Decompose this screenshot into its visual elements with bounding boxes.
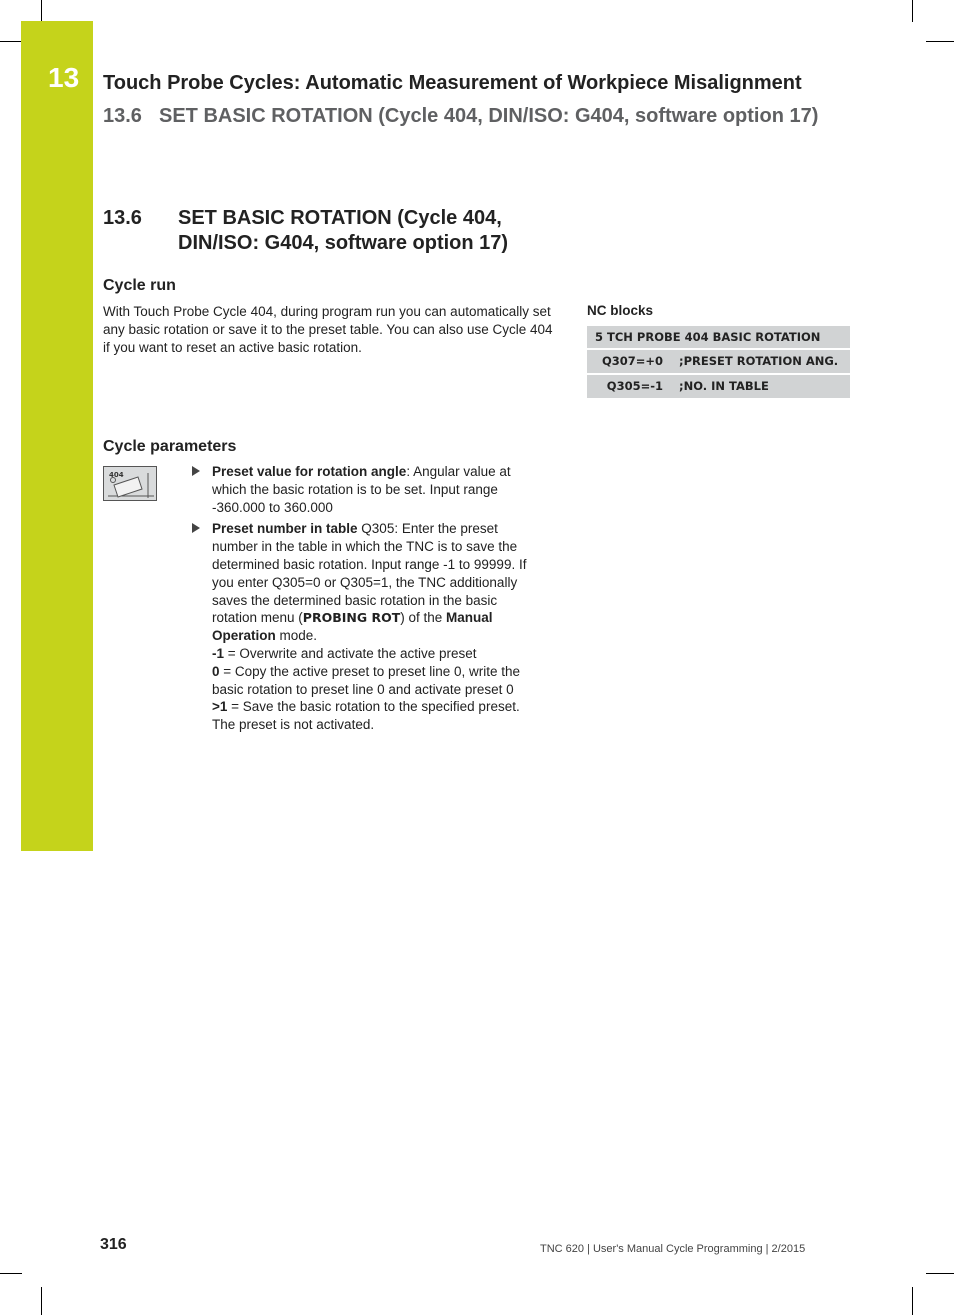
nc-comment: ;PRESET ROTATION ANG. <box>679 354 839 368</box>
crop-mark <box>926 1273 954 1274</box>
nc-comment: ;NO. IN TABLE <box>679 379 769 393</box>
cycle-parameters-heading: Cycle parameters <box>103 438 237 455</box>
option-text: = Save the basic rotation to the specified preset. The preset is not activated. <box>212 699 520 733</box>
option-key: -1 <box>212 645 225 661</box>
option-key: >1 <box>212 699 228 715</box>
option-line <box>212 698 537 734</box>
parameter-text: Q305: Enter the preset number in the table in which the TNC is to save the determined basic rotation. Input range -1 to 99999. If you enter Q305=0 or Q305=1, the TNC additionally saves the determined basic rotation in the basic rotation menu ( <box>212 521 527 626</box>
nc-header: 5 TCH PROBE 404 BASIC ROTATION <box>595 330 821 344</box>
running-section-number: 13.6 <box>103 105 142 127</box>
parameter-text: ) of the <box>400 610 447 626</box>
option-key: 0 <box>212 663 220 679</box>
running-section-title: SET BASIC ROTATION (Cycle 404, DIN/ISO: G404, software option 17) <box>159 105 819 127</box>
nc-row <box>587 350 850 373</box>
section-title: SET BASIC ROTATION (Cycle 404, DIN/ISO: G404, software option 17) <box>178 207 509 254</box>
running-section <box>103 104 823 128</box>
option-text: = Overwrite and activate the active preset <box>224 645 477 661</box>
page-number: 316 <box>100 1236 127 1253</box>
option-line <box>212 645 537 663</box>
crop-mark <box>0 1273 22 1274</box>
section-number: 13.6 <box>103 207 142 229</box>
cycle-icon-label: 404 <box>109 471 124 479</box>
section-heading <box>103 206 573 256</box>
crop-mark <box>0 41 22 42</box>
cycle-run-heading: Cycle run <box>103 277 176 294</box>
nc-code: Q307=+0 <box>601 354 663 368</box>
cycle-404-icon <box>103 466 157 501</box>
nc-header-row <box>587 326 850 348</box>
nc-blocks-table <box>587 326 850 400</box>
crop-mark <box>41 0 42 22</box>
option-line <box>212 663 537 699</box>
parameter-item <box>192 463 537 516</box>
chapter-number: 13 <box>48 62 80 93</box>
crop-mark <box>912 0 913 22</box>
option-text: = Copy the active preset to preset line 0, write the basic rotation to preset line 0 and activate preset 0 <box>212 663 521 697</box>
parameter-list <box>192 463 537 738</box>
crop-mark <box>41 1287 42 1315</box>
parameter-term: Preset number in table <box>212 521 358 537</box>
parameter-text: mode. <box>275 628 318 644</box>
mode-name: Manual Operation <box>212 610 493 644</box>
nc-blocks-label: NC blocks <box>587 303 654 318</box>
chapter-tab <box>21 21 93 851</box>
parameter-term: Preset value for rotation angle <box>212 464 407 479</box>
nc-row <box>587 375 850 398</box>
running-title: Touch Probe Cycles: Automatic Measurement of Workpiece Misalignment <box>103 72 802 94</box>
crop-mark <box>926 41 954 42</box>
parameter-text: : Angular value at which the basic rotation is to be set. Input range -360.000 to 360.000 <box>212 464 511 515</box>
triangle-bullet-icon <box>192 466 200 476</box>
crop-mark <box>912 1287 913 1315</box>
cycle-run-text: With Touch Probe Cycle 404, during program run you can automatically set any basic rotation or save it to the preset table. You can also use Cycle 404 if you want to reset an active basic rotation. <box>103 304 553 355</box>
menu-name: PROBING ROT <box>302 610 401 626</box>
nc-code: Q305=-1 <box>606 379 663 393</box>
parameter-item <box>192 520 537 734</box>
footer-text: TNC 620 | User's Manual Cycle Programming | 2/2015 <box>540 1243 806 1255</box>
triangle-bullet-icon <box>192 523 200 533</box>
